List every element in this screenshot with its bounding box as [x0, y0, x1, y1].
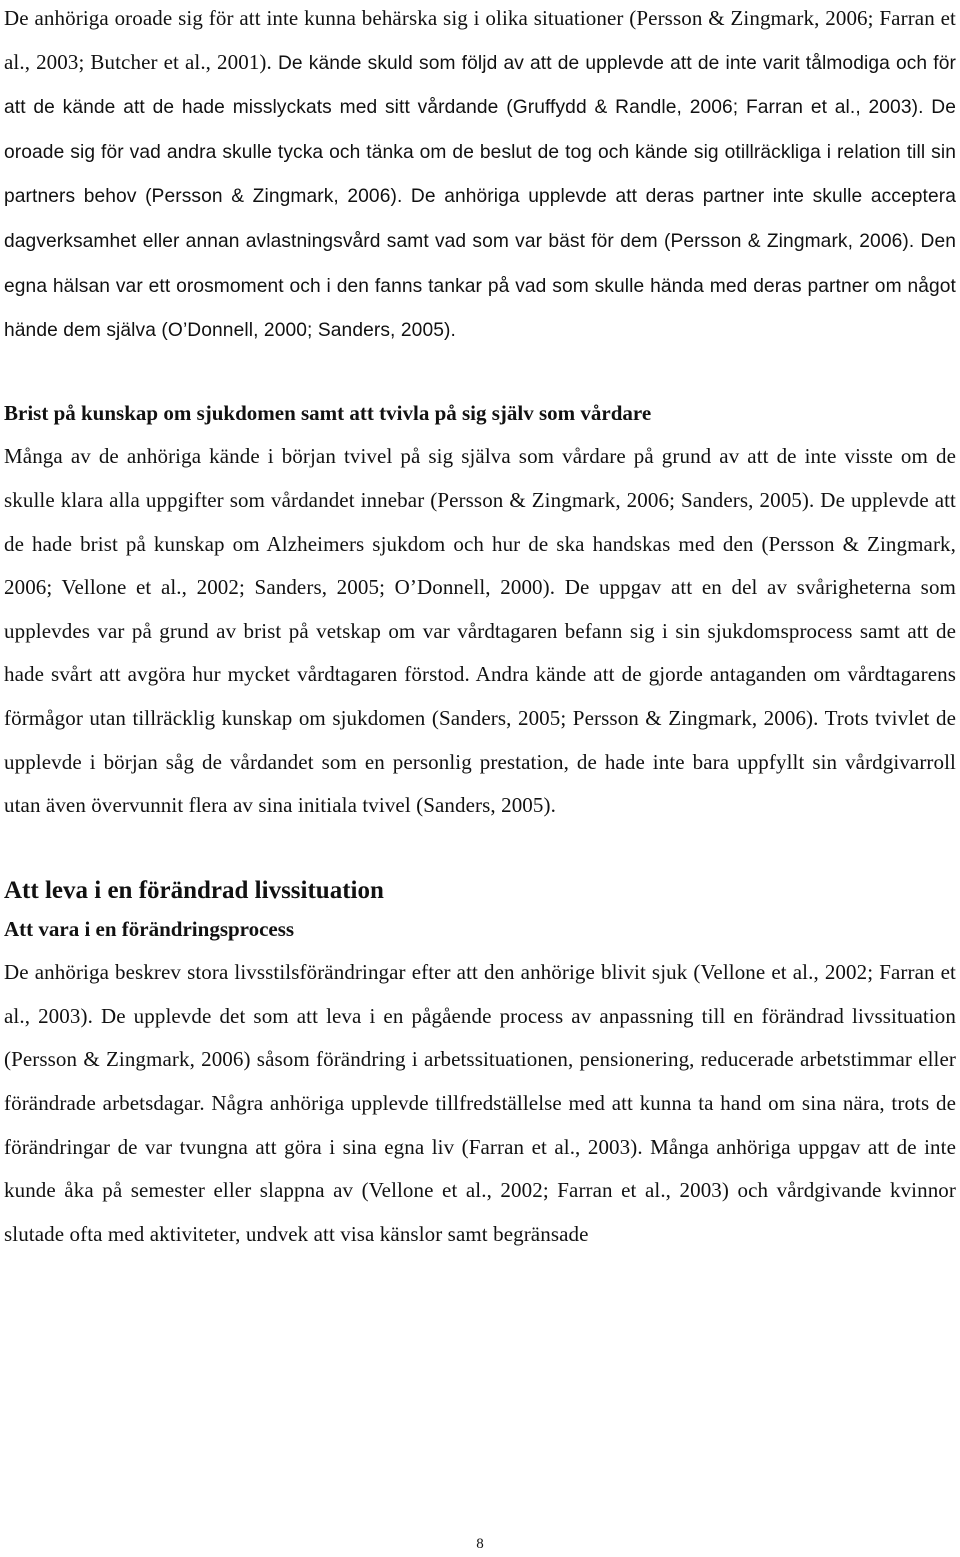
paragraph-change-process: De anhöriga beskrev stora livsstilsförändringar efter att den anhörige blivit sjuk (Vellone et al., 2002; Farran et al., 2003). De upplevde det som att leva i en pågående process av anpassning till en förändrad livssituation (Persson & Zingmark, 2006) såsom förändring i arbetssituationen, pensionering, reducerade arbetstimmar eller förändrade arbetsdagar. Några anhöriga upplevde tillfredställelse med att kunna ta hand om sina nära, trots de förändringar de var tvungna att göra i sina egna liv (Farran et al., 2003). Många anhöriga uppgav att de inte kunde åka på semester eller slappna av (Vellone et al., 2002; Farran et al., 2003) och vårdgivande kvinnor slutade ofta med aktiviteter, undvek att visa känslor samt begränsade — [4, 960, 956, 1246]
section-heading-life-situation: Att leva i en förändrad livssituation — [4, 876, 384, 904]
paragraph-worry — [4, 0, 956, 353]
paragraph-worry-serif-part: De anhöriga oroade sig för att inte kunna behärska sig i olika situationer (Persson & Zingmark, 2006; Farran et al., 2003; Butcher et al., 2001). — [4, 6, 956, 74]
subheading-change-process: Att vara i en förändringsprocess — [4, 916, 295, 941]
paragraph-worry-sans-part: De kände skuld som följd av att de upplevde att de inte varit tålmodiga och för att de kände att de hade misslyckats med sitt vårdande (Gruffydd & Randle, 2006; Farran et al., 2003). De oroade sig för vad andra skulle tycka och tänka om de beslut de tog och kände sig otillräckliga i relation till sin partners behov (Persson & Zingmark, 2006). De anhöriga upplevde att deras partner inte skulle acceptera dagverksamhet eller annan avlastningsvård samt vad som var bäst för dem (Persson & Zingmark, 2006). Den egna hälsan var ett orosmoment och i den fanns tankar på vad som skulle hända med deras partner om något hände dem själva (O’Donnell, 2000; Sanders, 2005). — [4, 52, 956, 342]
section-heading-knowledge: Brist på kunskap om sjukdomen samt att tvivla på sig själv som vårdare — [4, 400, 652, 425]
page-number: 8 — [476, 1536, 484, 1552]
document-page — [4, 0, 956, 1256]
paragraph-knowledge: Många av de anhöriga kände i början tvivel på sig själva som vårdare på grund av att de inte visste om de skulle klara alla uppgifter som vårdandet innebar (Persson & Zingmark, 2006; Sanders, 2005). De upplevde att de hade brist på kunskap om Alzheimers sjukdom och hur de ska handskas med den (Persson & Zingmark, 2006; Vellone et al., 2002; Sanders, 2005; O’Donnell, 2000). De uppgav att en del av svårigheterna som upplevdes var på grund av brist på vetskap om var vårdtagaren befann sig i sin sjukdomsprocess samt att de hade svårt att avgöra hur mycket vårdtagaren förstod. Andra kände att de gjorde antaganden om vårdtagarens förmågor utan tillräcklig kunskap om sjukdomen (Sanders, 2005; Persson & Zingmark, 2006). Trots tvivlet de upplevde i början såg de vårdandet som en personlig prestation, de hade inte bara uppfyllt sin vårdgivarroll utan även övervunnit flera av sina initiala tvivel (Sanders, 2005). — [4, 444, 956, 818]
